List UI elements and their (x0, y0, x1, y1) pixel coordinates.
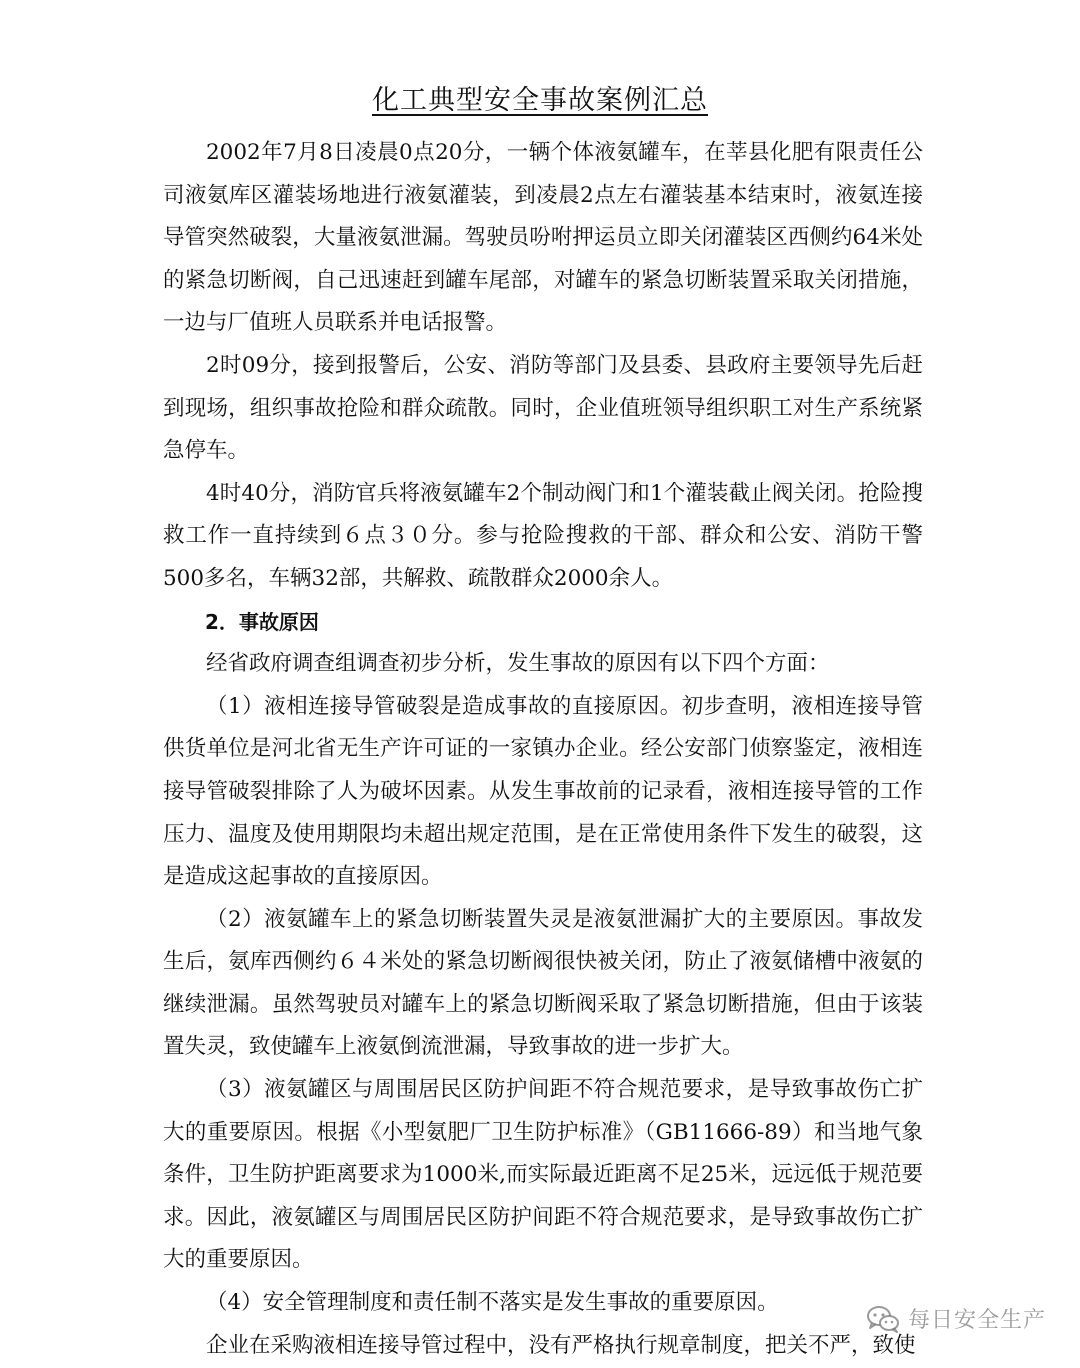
paragraph-cause-2: （2）液氨罐车上的紧急切断装置失灵是液氨泄漏扩大的主要原因。事故发生后，氨库西侧约６４米处的紧急切断阀很快被关闭，防止了液氨储槽中液氨的继续泄漏。虽然驾驶员对罐车上的紧急切断阀采取了紧急切断措施，但由于该装置失灵，致使罐车上液氨倒流泄漏，导致事故的进一步扩大。 (163, 906, 923, 1060)
wechat-icon (866, 1305, 900, 1333)
watermark (866, 1303, 1046, 1334)
watermark-text: 每日安全生产 (907, 1308, 1046, 1333)
paragraph-cause-3: （3）液氨罐区与周围居民区防护间距不符合规范要求，是导致事故伤亡扩大的重要原因。根据《小型氨肥厂卫生防护标准》（GB11666-89）和当地气象条件，卫生防护距离要求为1000米,而实际最近距离不足25米，远远低于规范要求。因此，液氨罐区与周围居民区防护间距不符合规范要求，是导致事故伤亡扩大的重要原因。 (163, 1077, 923, 1273)
paragraph-cause-1: （1）液相连接导管破裂是造成事故的直接原因。初步查明，液相连接导管供货单位是河北省无生产许可证的一家镇办企业。经公安部门侦察鉴定，液相连接导管破裂排除了人为破坏因素。从发生事故前的记录看，液相连接导管的工作压力、温度及使用期限均未超出规定范围，是在正常使用条件下发生的破裂，这是造成这起事故的直接原因。 (163, 693, 923, 890)
paragraph-rescue-work: 4时40分，消防官兵将液氨罐车2个制动阀门和1个灌装截止阀关闭。抢险搜救工作一直持续到６点３０分。参与抢险搜救的干部、群众和公安、消防干警500多名，车辆32部，共解救、疏散群众2000余人。 (163, 480, 923, 591)
paragraph-cause-4: （4）安全管理制度和责任制不落实是发生事故的重要原因。 (206, 1290, 779, 1316)
section-heading-causes: 2．事故原因 (205, 609, 319, 634)
paragraph-procurement: 企业在采购液相连接导管过程中，没有严格执行规章制度，把关不严，致使 (206, 1332, 916, 1358)
document-body (163, 132, 923, 1367)
document-title: 化工典型安全事故案例汇总 (372, 85, 708, 116)
paragraph-causes-intro: 经省政府调查组调查初步分析，发生事故的原因有以下四个方面： (206, 651, 830, 677)
paragraph-emergency-response: 2时09分，接到报警后，公安、消防等部门及县委、县政府主要领导先后赶到现场，组织事故抢险和群众疏散。同时，企业值班领导组织职工对生产系统紧急停车。 (163, 352, 923, 464)
paragraph-incident-overview: 2002年7月8日凌晨0点20分，一辆个体液氨罐车，在莘县化肥有限责任公司液氨库区灌装场地进行液氨灌装，到凌晨2点左右灌装基本结束时，液氨连接导管突然破裂，大量液氨泄漏。驾驶员吩咐押运员立即关闭灌装区西侧约64米处的紧急切断阀，自己迅速赶到罐车尾部，对罐车的紧急切断装置采取关闭措施，一边与厂值班人员联系并电话报警。 (163, 140, 923, 336)
